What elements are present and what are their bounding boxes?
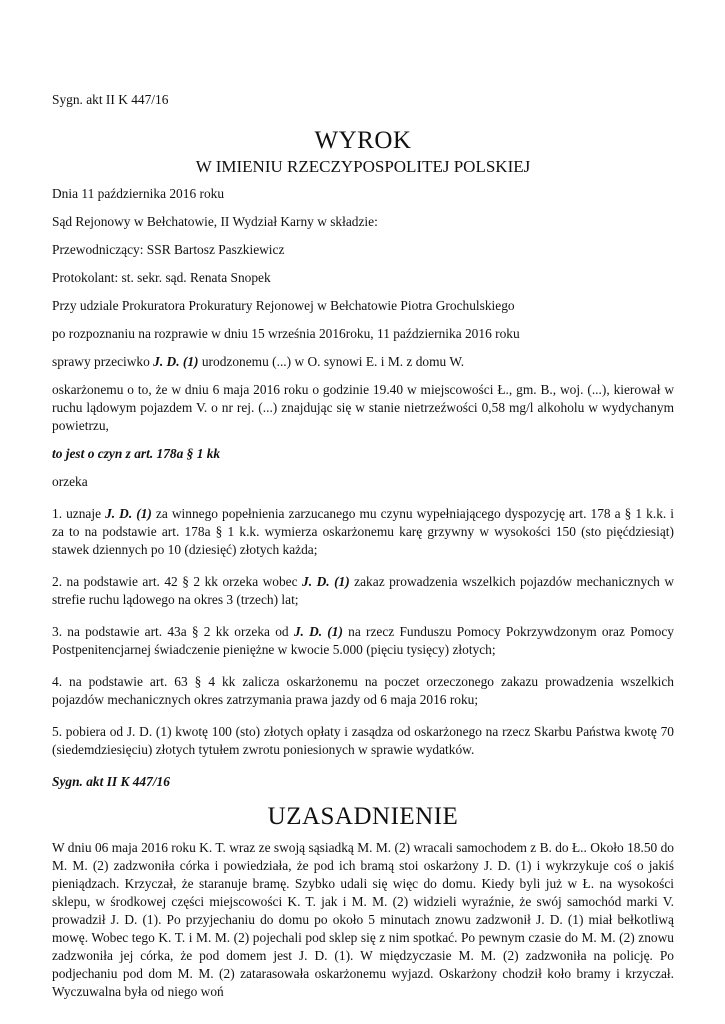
case-against-prefix: sprawy przeciwko [52,354,154,369]
justification-text: W dniu 06 maja 2016 roku K. T. wraz ze swoją sąsiadką M. M. (2) wracali samochodem z B. do Ł.. Około 18.50 do M. M. (2) zadzwoniła córka i powiedziała, że pod ich bramą stoi oskarżony J. D. (1) i wykrzykuje coś o jakiś pieniądzach. Krzyczał, że staranuje bramę. Szybko udali się więc do domu. Kiedy byli już w Ł. na wysokości sklepu, w środkowej części miejscowości K. T. jak i M. M. (2) widzieli wyraźnie, że swój samochód marki V. prowadził J. D. (1). Po przyjechaniu do domu po około 5 minutach znowu zadzwonił J. D. (1) miał bełkotliwą mowę. Wobec tego K. T. i M. M. (2) pojechali pod sklep się z nim spotkać. Po pewnym czasie do M. M. (2) znowu zadzwoniła jej córka, że pod domem jest J. D. (1). W międzyczasie M. M. (2) zadzwoniła na policję. Po podjechaniu pod dom M. M. (2) zatarasowała oskarżonemu wyjazd. Oskarżony chodził koło bramy i krzyczał. Wyczuwalna była od niego woń [52,840,674,999]
verdict-item-name: J. D. (1) [302,574,350,589]
case-against-suffix: urodzonemu (...) w O. synowi E. i M. z domu W. [198,354,465,369]
justification-signature: Sygn. akt II K 447/16 [52,774,170,789]
verdict-item [52,505,674,559]
verdict-item [52,573,674,609]
prosecutor: Przy udziale Prokuratora Prokuratury Rejonowej w Bełchatowie Piotra Grochulskiego [52,298,515,313]
verdict-item-name: J. D. (1) [293,624,343,639]
verdict-item [52,723,674,759]
verdict-item-rest: na rzecz Funduszu Pomocy Pokrzywdzonym oraz Pomocy Postpenitencjarnej świadczenie pieniężne w kwocie 5.000 (pięciu tysięcy) złotych; [52,624,674,657]
verdict-item-prefix: 4. na podstawie art. 63 § 4 kk zalicza oskarżonemu na poczet orzeczonego zakazu prowadzenia wszelkich pojazdów mechanicznych okres zatrzymania prawa jazdy od 6 maja 2016 roku; [52,674,674,707]
case-signature: Sygn. akt II K 447/16 [52,92,169,107]
court-clerk: Protokolant: st. sekr. sąd. Renata Snopek [52,270,271,285]
verdict-item-prefix: 5. pobiera od J. D. (1) kwotę 100 (sto) złotych opłaty i zasądza od oskarżonego na rzecz Skarbu Państwa kwotę 70 (siedemdziesięciu) złotych tytułem zwrotu poniesionych w sprawie wydatków. [52,724,674,757]
verdict-date: Dnia 11 października 2016 roku [52,186,225,201]
charge-text: oskarżonemu o to, że w dniu 6 maja 2016 roku o godzinie 19.40 w miejscowości Ł., gm. B., woj. (...), kierował w ruchu lądowym pojazdem V. o nr rej. (...) znajdując się w stanie nietrzeźwości 0,58 mg/l alkoholu w wydychanym powietrzu, [52,382,674,433]
presiding-judge: Przewodniczący: SSR Bartosz Paszkiewicz [52,242,285,257]
defendant-name: J. D. (1) [153,354,199,369]
document-page [52,91,674,1001]
verdict-item-name: J. D. (1) [105,506,152,521]
justification-heading: UZASADNIENIE [267,803,459,830]
document-title: WYROK [314,127,412,154]
offence-article: to jest o czyn z art. 178a § 1 kk [52,446,221,461]
court-composition: Sąd Rejonowy w Bełchatowie, II Wydział Karny w składzie: [52,214,378,229]
verdict-item-prefix: 2. na podstawie art. 42 § 2 kk orzeka wobec [52,574,303,589]
verdict-item [52,673,674,709]
verdict-list [52,505,674,759]
verdict-item-prefix: 1. uznaje [52,506,106,521]
verdict-item-rest: za winnego popełnienia zarzucanego mu czynu wypełniającego dyspozycję art. 178 a § 1 k.k. i za to na podstawie art. 178a § 1 k.k. wymierza oskarżonemu karę grzywny w wysokości 150 (sto pięćdziesiąt) stawek dziennych po 10 (dziesięć) złotych każda; [52,506,675,557]
verdict-item-prefix: 3. na podstawie art. 43a § 2 kk orzeka od [52,624,294,639]
rules-word: orzeka [52,474,88,489]
document-subtitle: W IMIENIU RZECZYPOSPOLITEJ POLSKIEJ [195,157,531,176]
case-against [52,353,674,371]
verdict-item [52,623,674,659]
hearing-dates: po rozpoznaniu na rozprawie w dniu 15 września 2016roku, 11 października 2016 roku [52,326,520,341]
verdict-item-rest: zakaz prowadzenia wszelkich pojazdów mechanicznych w strefie ruchu lądowego na okres 3 (trzech) lat; [52,574,674,607]
